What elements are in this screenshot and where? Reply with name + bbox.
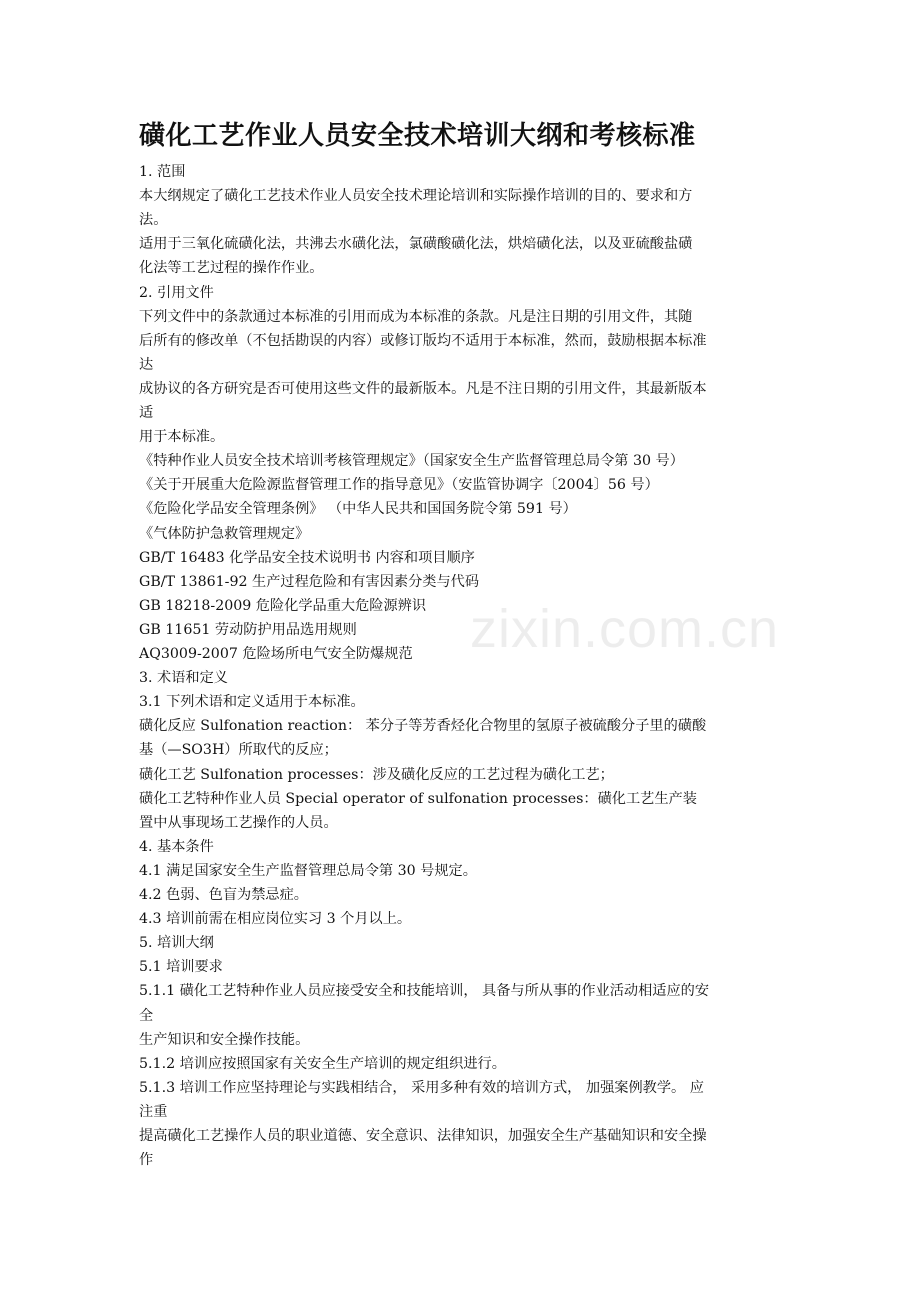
text-line: GB 18218-2009 危险化学品重大危险源辨识	[139, 597, 427, 614]
text-line: 作	[139, 1152, 154, 1169]
watermark: zixin.com.cn	[470, 599, 780, 659]
text-line: 成协议的各方研究是否可使用这些文件的最新版本。凡是不注日期的引用文件，其最新版本	[139, 380, 707, 397]
text-line: 3. 术语和定义	[139, 670, 228, 687]
text-line: 化法等工艺过程的操作作业。	[139, 260, 324, 277]
text-line: GB/T 13861-92 生产过程危险和有害因素分类与代码	[139, 573, 480, 590]
text-line: 5.1.2 培训应按照国家有关安全生产培训的规定组织进行。	[139, 1055, 506, 1072]
text-line: 1. 范围	[139, 164, 186, 180]
text-line: 磺化反应 Sulfonation reaction： 苯分子等芳香烃化合物里的氢原子被硫酸分子里的磺酸	[139, 718, 707, 735]
text-line: 磺化工艺特种作业人员 Special operator of sulfonation processes：磺化工艺生产装	[139, 790, 697, 807]
text-line: GB 11651 劳动防护用品选用规则	[139, 621, 357, 638]
text-line: 置中从事现场工艺操作的人员。	[139, 814, 338, 831]
text-line: 达	[139, 356, 154, 373]
text-line: 适	[139, 405, 154, 421]
text-line: 下列文件中的条款通过本标准的引用而成为本标准的条款。凡是注日期的引用文件，其随	[139, 308, 693, 325]
document-title: 磺化工艺作业人员安全技术培训大纲和考核标准	[139, 121, 696, 151]
text-line: 注重	[139, 1103, 168, 1120]
text-line: 用于本标准。	[139, 429, 225, 446]
text-line: 适用于三氧化硫磺化法，共沸去水磺化法，氯磺酸磺化法，烘焙磺化法，以及亚硫酸盐磺	[139, 236, 693, 253]
text-line: 基（—SO3H）所取代的反应；	[139, 742, 338, 759]
text-line: 后所有的修改单（不包括勘误的内容）或修订版均不适用于本标准，然而，鼓励根据本标准	[139, 332, 707, 349]
text-line: 提高磺化工艺操作人员的职业道德、安全意识、法律知识，加强安全生产基础知识和安全操	[139, 1128, 707, 1144]
text-line: 磺化工艺 Sulfonation processes：涉及磺化反应的工艺过程为磺化工艺；	[139, 766, 614, 783]
text-line: 3.1 下列术语和定义适用于本标准。	[139, 694, 365, 711]
text-line: 2. 引用文件	[139, 284, 214, 301]
text-line: 5.1.1 磺化工艺特种作业人员应接受安全和技能培训， 具备与所从事的作业活动相适应的安	[139, 983, 710, 1000]
text-line: 《气体防护急救管理规定》	[139, 525, 310, 542]
text-line: 5. 培训大纲	[139, 935, 214, 952]
text-line: 5.1 培训要求	[139, 959, 223, 976]
text-line: 《关于开展重大危险源监督管理工作的指导意见》（安监管协调字〔2004〕56 号）	[139, 477, 659, 494]
text-line: 4.2 色弱、色盲为禁忌症。	[139, 887, 308, 903]
text-line: 《特种作业人员安全技术培训考核管理规定》（国家安全生产监督管理总局令第 30 号）	[139, 453, 684, 470]
text-line: GB/T 16483 化学品安全技术说明书 内容和项目顺序	[139, 549, 475, 566]
text-line: 4.1 满足国家安全生产监督管理总局令第 30 号规定。	[139, 862, 477, 879]
text-line: 本大纲规定了磺化工艺技术作业人员安全技术理论培训和实际操作培训的目的、要求和方	[139, 188, 693, 205]
text-line: 全	[139, 1007, 154, 1024]
text-line: 4. 基本条件	[139, 838, 214, 855]
text-line: 5.1.3 培训工作应坚持理论与实践相结合， 采用多种有效的培训方式， 加强案例教学。 应	[139, 1079, 704, 1096]
text-line: 《危险化学品安全管理条例》 （中华人民共和国国务院令第 591 号）	[139, 501, 577, 518]
text-line: 4.3 培训前需在相应岗位实习 3 个月以上。	[139, 911, 412, 928]
text-line: 生产知识和安全操作技能。	[139, 1031, 310, 1048]
text-line: AQ3009-2007 危险场所电气安全防爆规范	[139, 646, 413, 662]
text-line: 法。	[139, 212, 168, 229]
